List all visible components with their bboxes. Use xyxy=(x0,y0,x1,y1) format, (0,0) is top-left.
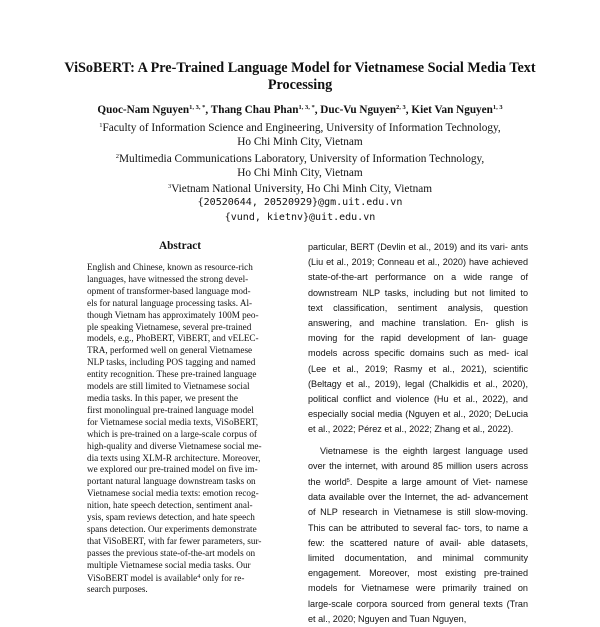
abstract-heading: Abstract xyxy=(158,240,202,252)
intro-line: range of downstream NLP tasks, including but not xyxy=(308,272,529,298)
affiliation-text: Faculty of Information Science and Engineering, University of Information Technology, xyxy=(102,122,501,134)
author-name: Kiet Van Nguyen xyxy=(411,104,493,116)
abstract-line: models are still limited to Vietnamese social xyxy=(87,381,250,392)
intro-line: namese data available over the Internet, the ad- xyxy=(308,477,528,503)
intro-line: particular, BERT (Devlin et al., 2019) and its vari- xyxy=(308,242,508,252)
intro-line: et al., 2022). xyxy=(462,424,514,435)
footnote-mark: 5 xyxy=(346,478,350,485)
intro-line: limited to text classification, sentiment analysis, xyxy=(308,287,529,313)
intro-line: slow-moving. This can be attributed to several fac- xyxy=(308,507,528,533)
intro-line: over the internet, with around 85 million users xyxy=(308,460,498,471)
email-line: {vund, kietnv}@uit.edu.vn xyxy=(224,211,376,223)
author-affil-marks: 1, 3, * xyxy=(298,104,315,111)
email-line: {20520644, 20520929}@gm.uit.edu.vn xyxy=(197,197,403,209)
abstract-line: spans detection. Our experiments demonstrate xyxy=(87,523,257,534)
abstract-line: search purposes. xyxy=(87,584,148,595)
intro-line: advancement of NLP research in Vietnamese is still xyxy=(308,492,528,518)
affiliation-number: 2 xyxy=(115,152,119,160)
abstract-line: nition, hate speech detection, sentiment anal- xyxy=(87,500,253,511)
footnote-mark: 4 xyxy=(197,573,201,580)
author-affil-marks: 1, 3 xyxy=(492,104,503,111)
affiliation-1-city: Ho Chi Minh City, Vietnam xyxy=(237,136,363,149)
intro-column xyxy=(308,240,528,627)
abstract-line: multiple Vietnamese social media tasks. Our xyxy=(87,559,251,570)
abstract-line: dia texts using XLM-R architecture. Moreover, xyxy=(87,452,261,463)
author-name: Quoc-Nam Nguyen xyxy=(97,104,190,116)
affiliation-2 xyxy=(40,150,560,166)
affiliation-text: Vietnam National University, Ho Chi Minh City, Vietnam xyxy=(171,183,433,196)
abstract-line: portant natural language downstream tasks on xyxy=(87,476,256,487)
abstract-line: languages, have witnessed the strong devel- xyxy=(87,273,249,284)
author-name: Duc-Vu Nguyen xyxy=(320,104,397,116)
intro-line: trained on large-scale corpora sourced from general xyxy=(308,583,528,609)
abstract-line: Vietnamese social media texts: emotion recog- xyxy=(87,488,259,499)
abstract-line: that ViSoBERT, with far fewer parameters, sur- xyxy=(87,535,262,546)
intro-line: ical (Lee et al., 2019; Rasmy et al., 2021), scientific xyxy=(308,348,528,374)
abstract-line: opment of transformer-based language mod- xyxy=(87,285,251,296)
intro-line: Vietnamese is the eighth largest language used xyxy=(320,445,528,456)
author-affil-marks: 1, 3, * xyxy=(189,104,206,111)
abstract-line: high-quality and diverse Vietnamese social me- xyxy=(87,440,262,451)
affiliation-2-city: Ho Chi Minh City, Vietnam xyxy=(237,166,363,179)
intro-line: guage models across specific domains such as med- xyxy=(308,333,528,359)
author-affil-marks: 2, 3 xyxy=(396,104,406,111)
affiliation-block xyxy=(40,119,560,225)
abstract-line: media tasks. In this paper, we present the xyxy=(87,392,238,403)
intro-paragraph xyxy=(308,240,528,438)
abstract-line: first monolingual pre-trained language model xyxy=(87,404,254,415)
abstract-line: which is pre-trained on a large-scale corpus of xyxy=(87,428,257,439)
affiliation-1 xyxy=(40,119,560,135)
abstract-line-text: ViSoBERT model is available xyxy=(87,572,198,583)
intro-line: DeLucia et al., 2022; Pérez et al., 2022; Zhang xyxy=(308,409,529,435)
affiliation-text: Multimedia Communications Laboratory, University of Information Technology, xyxy=(119,152,485,165)
abstract-line: models, e.g., PhoBERT, ViBERT, and vELEC- xyxy=(87,333,259,344)
abstract-line: TRA, performed well on general Vietnamese xyxy=(87,345,253,356)
intro-line: across the world xyxy=(308,460,528,488)
intro-line: tors, to name a few: the scattered nature of avail- xyxy=(308,522,528,548)
intro-line-tail: . Despite a large amount of Viet- xyxy=(349,477,492,488)
intro-line: achieved state-of-the-art performance on a wide xyxy=(308,257,529,283)
author-name: Thang Chau Phan xyxy=(210,104,299,116)
abstract-line-tail: only for re- xyxy=(200,572,245,583)
abstract-body xyxy=(87,262,281,596)
abstract-line: English and Chinese, known as resource-rich xyxy=(87,262,253,272)
abstract-line: passes the previous state-of-the-art models on xyxy=(87,547,256,558)
intro-line: able datasets, limited documentation, and minimal xyxy=(308,537,528,564)
affiliation-number: 1 xyxy=(99,122,103,129)
intro-line: pre-trained models for Vietnamese were primarily xyxy=(308,568,529,594)
abstract-line: though Vietnam has approximately 100M peo- xyxy=(87,309,259,320)
intro-paragraph xyxy=(308,444,528,627)
intro-line: (Beltagy et al., 2019), legal (Chalkidis et al., 2020), xyxy=(308,378,528,389)
intro-line: ants (Liu et al., 2019; Conneau et al., 2020) have xyxy=(308,242,529,268)
abstract-line: we explored our pre-trained model on five im- xyxy=(87,464,258,475)
author-list: Quoc-Nam Nguyen$^{1, 3, *}$, Thang Chau Phan$^{1, 3, *}$, Duc-Vu Nguyen$^{2, 3}$, Kiet Van Nguyen$^{1, 3}$ xyxy=(97,104,503,116)
abstract-line: for Vietnamese social media texts, ViSoBERT, xyxy=(87,416,259,427)
abstract-line: ple speaking Vietnamese, several pre-trained xyxy=(87,321,252,332)
intro-line: glish is moving for the rapid development of lan- xyxy=(308,318,529,344)
abstract-line: NLP tasks, including POS tagging and named xyxy=(87,357,256,368)
intro-line: question answering, and machine translation. En- xyxy=(308,302,528,329)
affiliation-number: 3 xyxy=(167,183,172,191)
intro-line: community engagement. Moreover, most existing xyxy=(308,553,528,579)
abstract-line: entity recognition. These pre-trained language xyxy=(87,369,257,380)
affiliation-3 xyxy=(40,180,560,196)
intro-line: and especially social media (Nguyen et al., 2020; xyxy=(308,394,528,420)
abstract-line: ysis, spam reviews detection, and hate speech xyxy=(87,512,255,523)
abstract-line: els for natural language processing tasks. Al- xyxy=(87,297,253,308)
intro-line: texts (Tran et al., 2020; Nguyen and Tuan Nguyen, xyxy=(308,598,529,624)
paper-title: ViSoBERT: A Pre-Trained Language Model for Vietnamese Social Media Text Processing xyxy=(64,60,536,93)
intro-line: political conflict and violence (Hu et al., 2022), xyxy=(308,394,509,405)
abstract-line-footnote xyxy=(87,572,281,585)
